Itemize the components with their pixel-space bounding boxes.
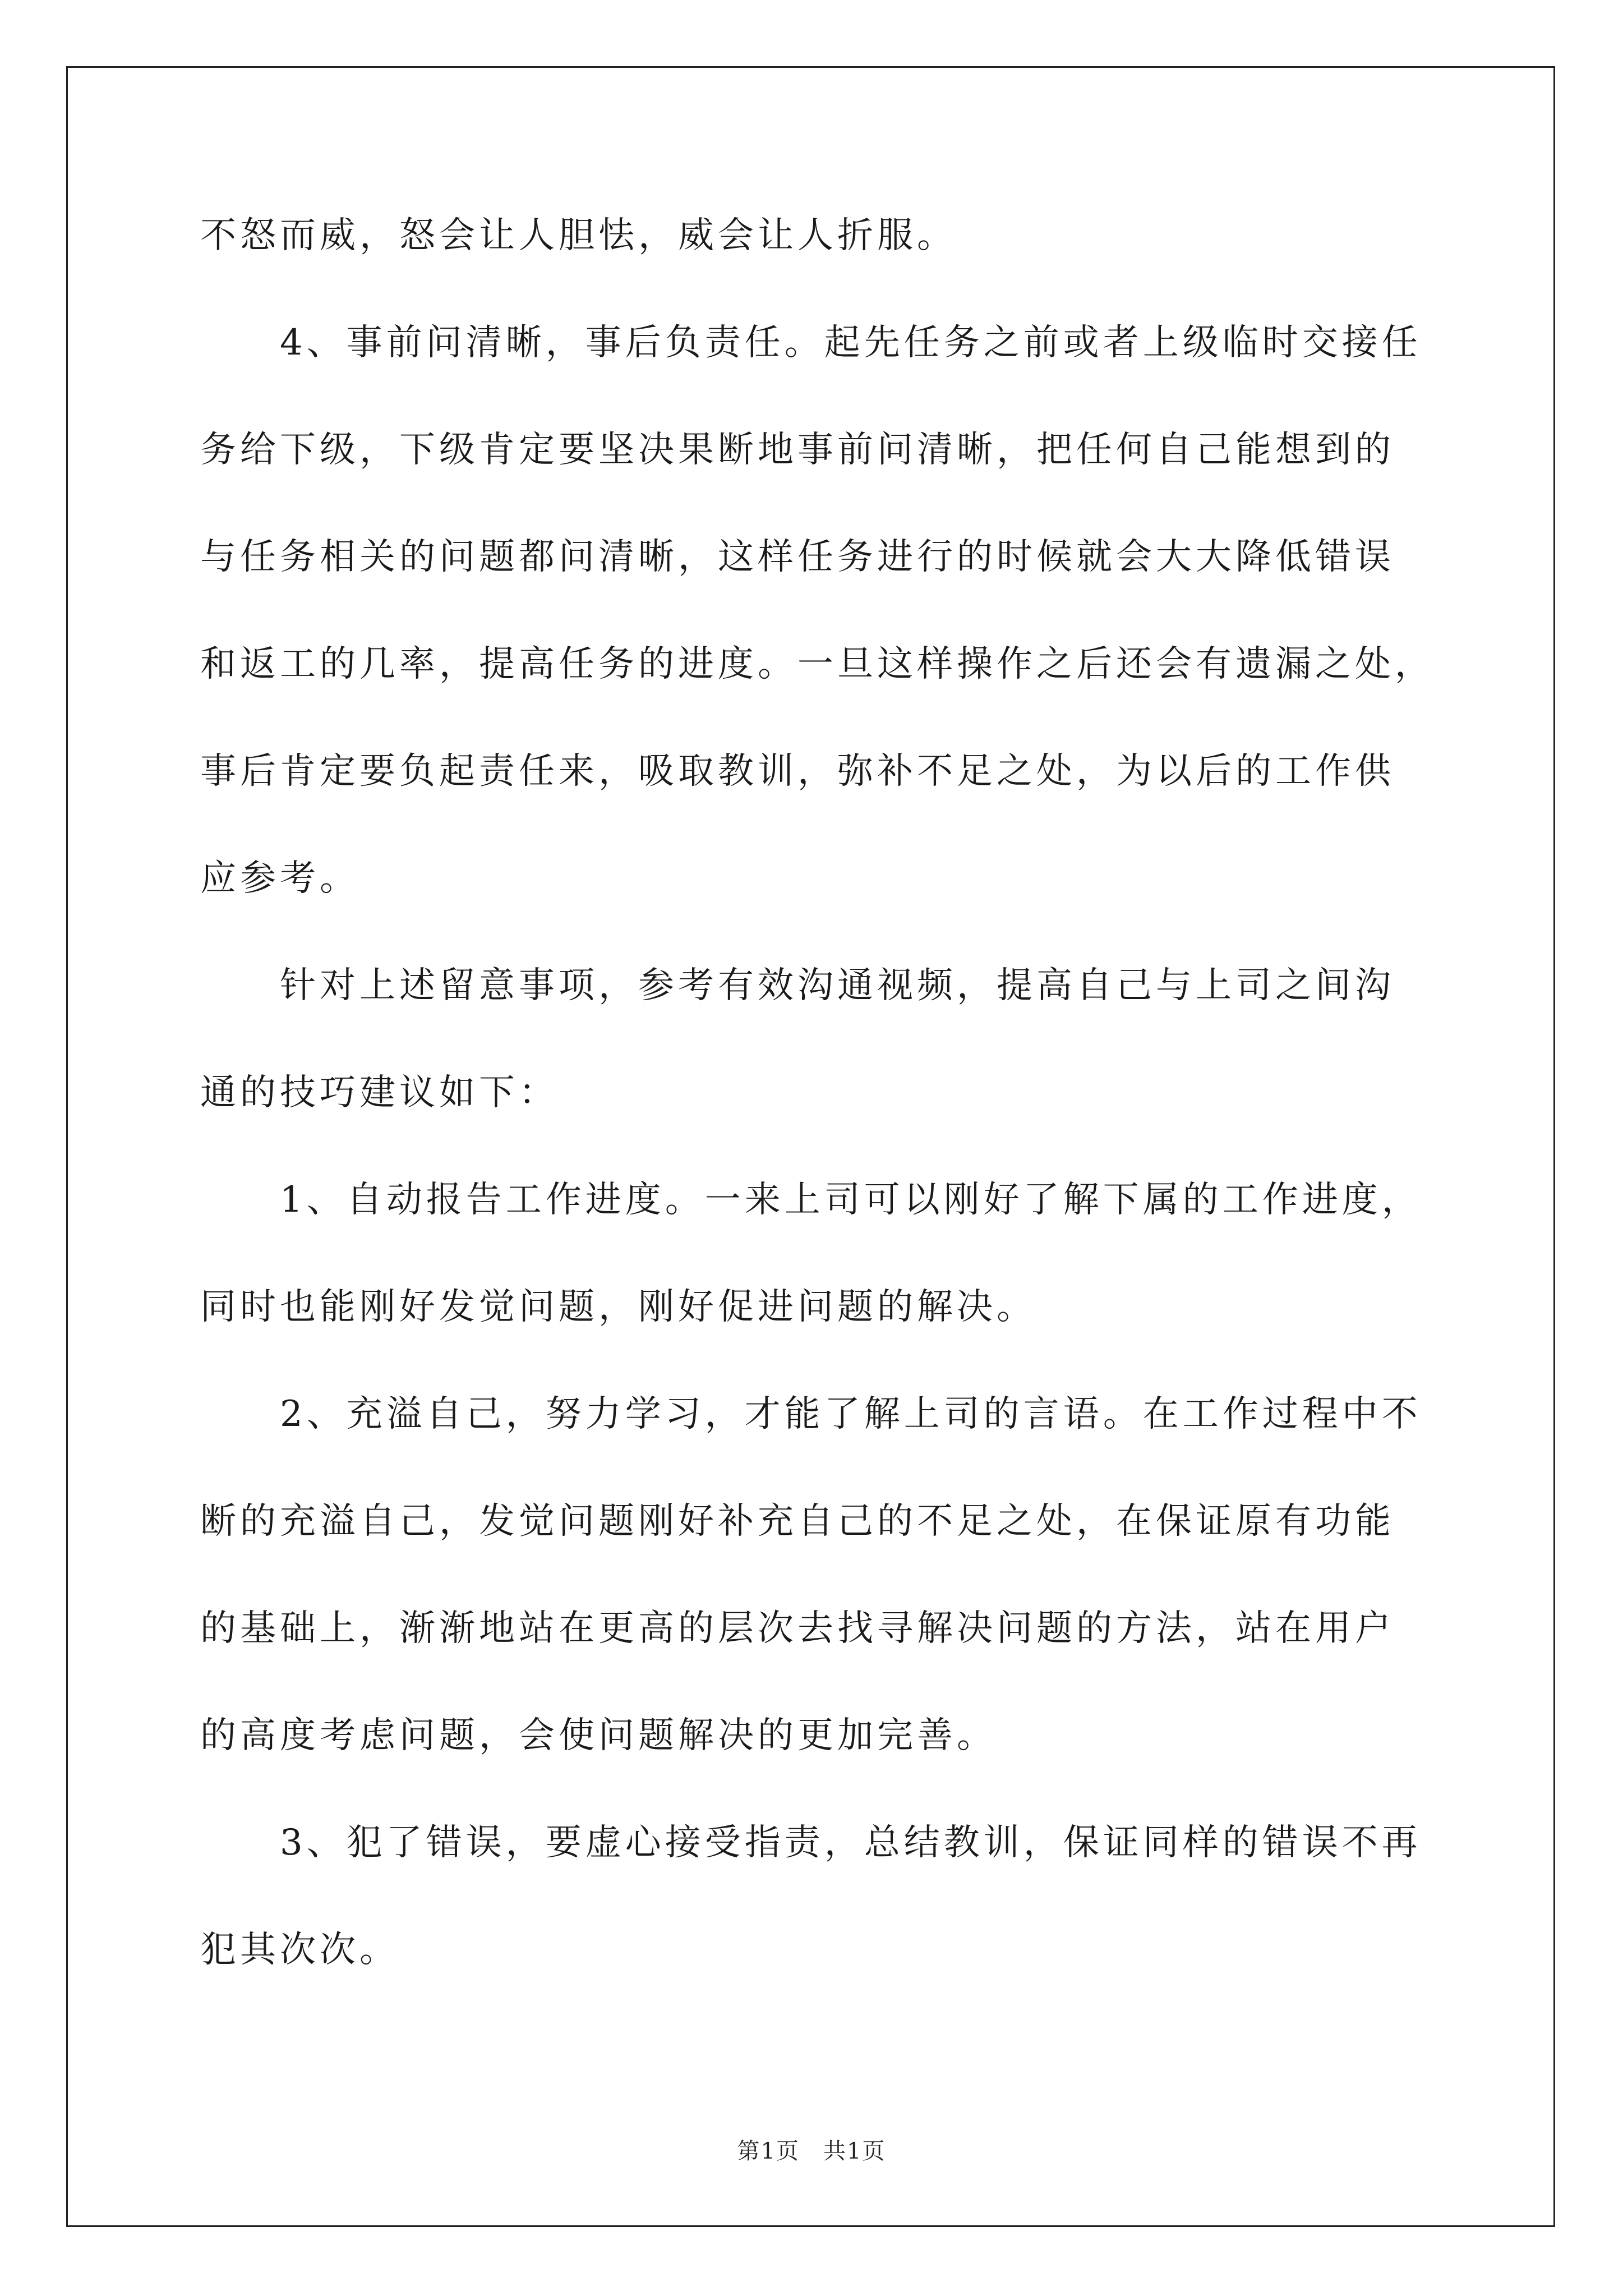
text-line: 务给下级，下级肯定要坚决果断地事前问清晰，把任何自己能想到的: [200, 429, 1395, 471]
text-line: 的高度考虑问题，会使问题解决的更加完善。: [200, 1715, 997, 1756]
text-line: 断的充溢自己，发觉问题刚好补充自己的不足之处，在保证原有功能: [200, 1501, 1395, 1542]
text-line: 2、充溢自己，努力学习，才能了解上司的言语。在工作过程中不: [200, 1393, 1422, 1435]
text-line: 与任务相关的问题都问清晰，这样任务进行的时候就会大大降低错误: [200, 536, 1395, 578]
page-border: [66, 66, 1555, 2227]
text-line: 3、犯了错误，要虚心接受指责，总结教训，保证同样的错误不再: [200, 1822, 1422, 1864]
text-line: 1、自动报告工作进度。一来上司可以刚好了解下属的工作进度，: [200, 1179, 1422, 1221]
text-line: 的基础上，渐渐地站在更高的层次去找寻解决问题的方法，站在用户: [200, 1608, 1395, 1649]
text-line: 应参考。: [200, 858, 359, 899]
text-line: 不怒而威，怒会让人胆怯，威会让人折服。: [200, 215, 957, 256]
text-line: 犯其次次。: [200, 1929, 399, 1971]
text-line: 针对上述留意事项，参考有效沟通视频，提高自己与上司之间沟: [200, 965, 1395, 1006]
text-line: 同时也能刚好发觉问题，刚好促进问题的解决。: [200, 1286, 1036, 1328]
text-line: 4、事前问清晰，事后负责任。起先任务之前或者上级临时交接任: [200, 322, 1422, 364]
page-footer: 第1页 共1页: [737, 2138, 886, 2164]
text-line: 和返工的几率，提高任务的进度。一旦这样操作之后还会有遗漏之处，: [200, 643, 1435, 685]
text-line: 通的技巧建议如下：: [200, 1072, 559, 1114]
text-line: 事后肯定要负起责任来，吸取教训，弥补不足之处，为以后的工作供: [200, 751, 1395, 792]
